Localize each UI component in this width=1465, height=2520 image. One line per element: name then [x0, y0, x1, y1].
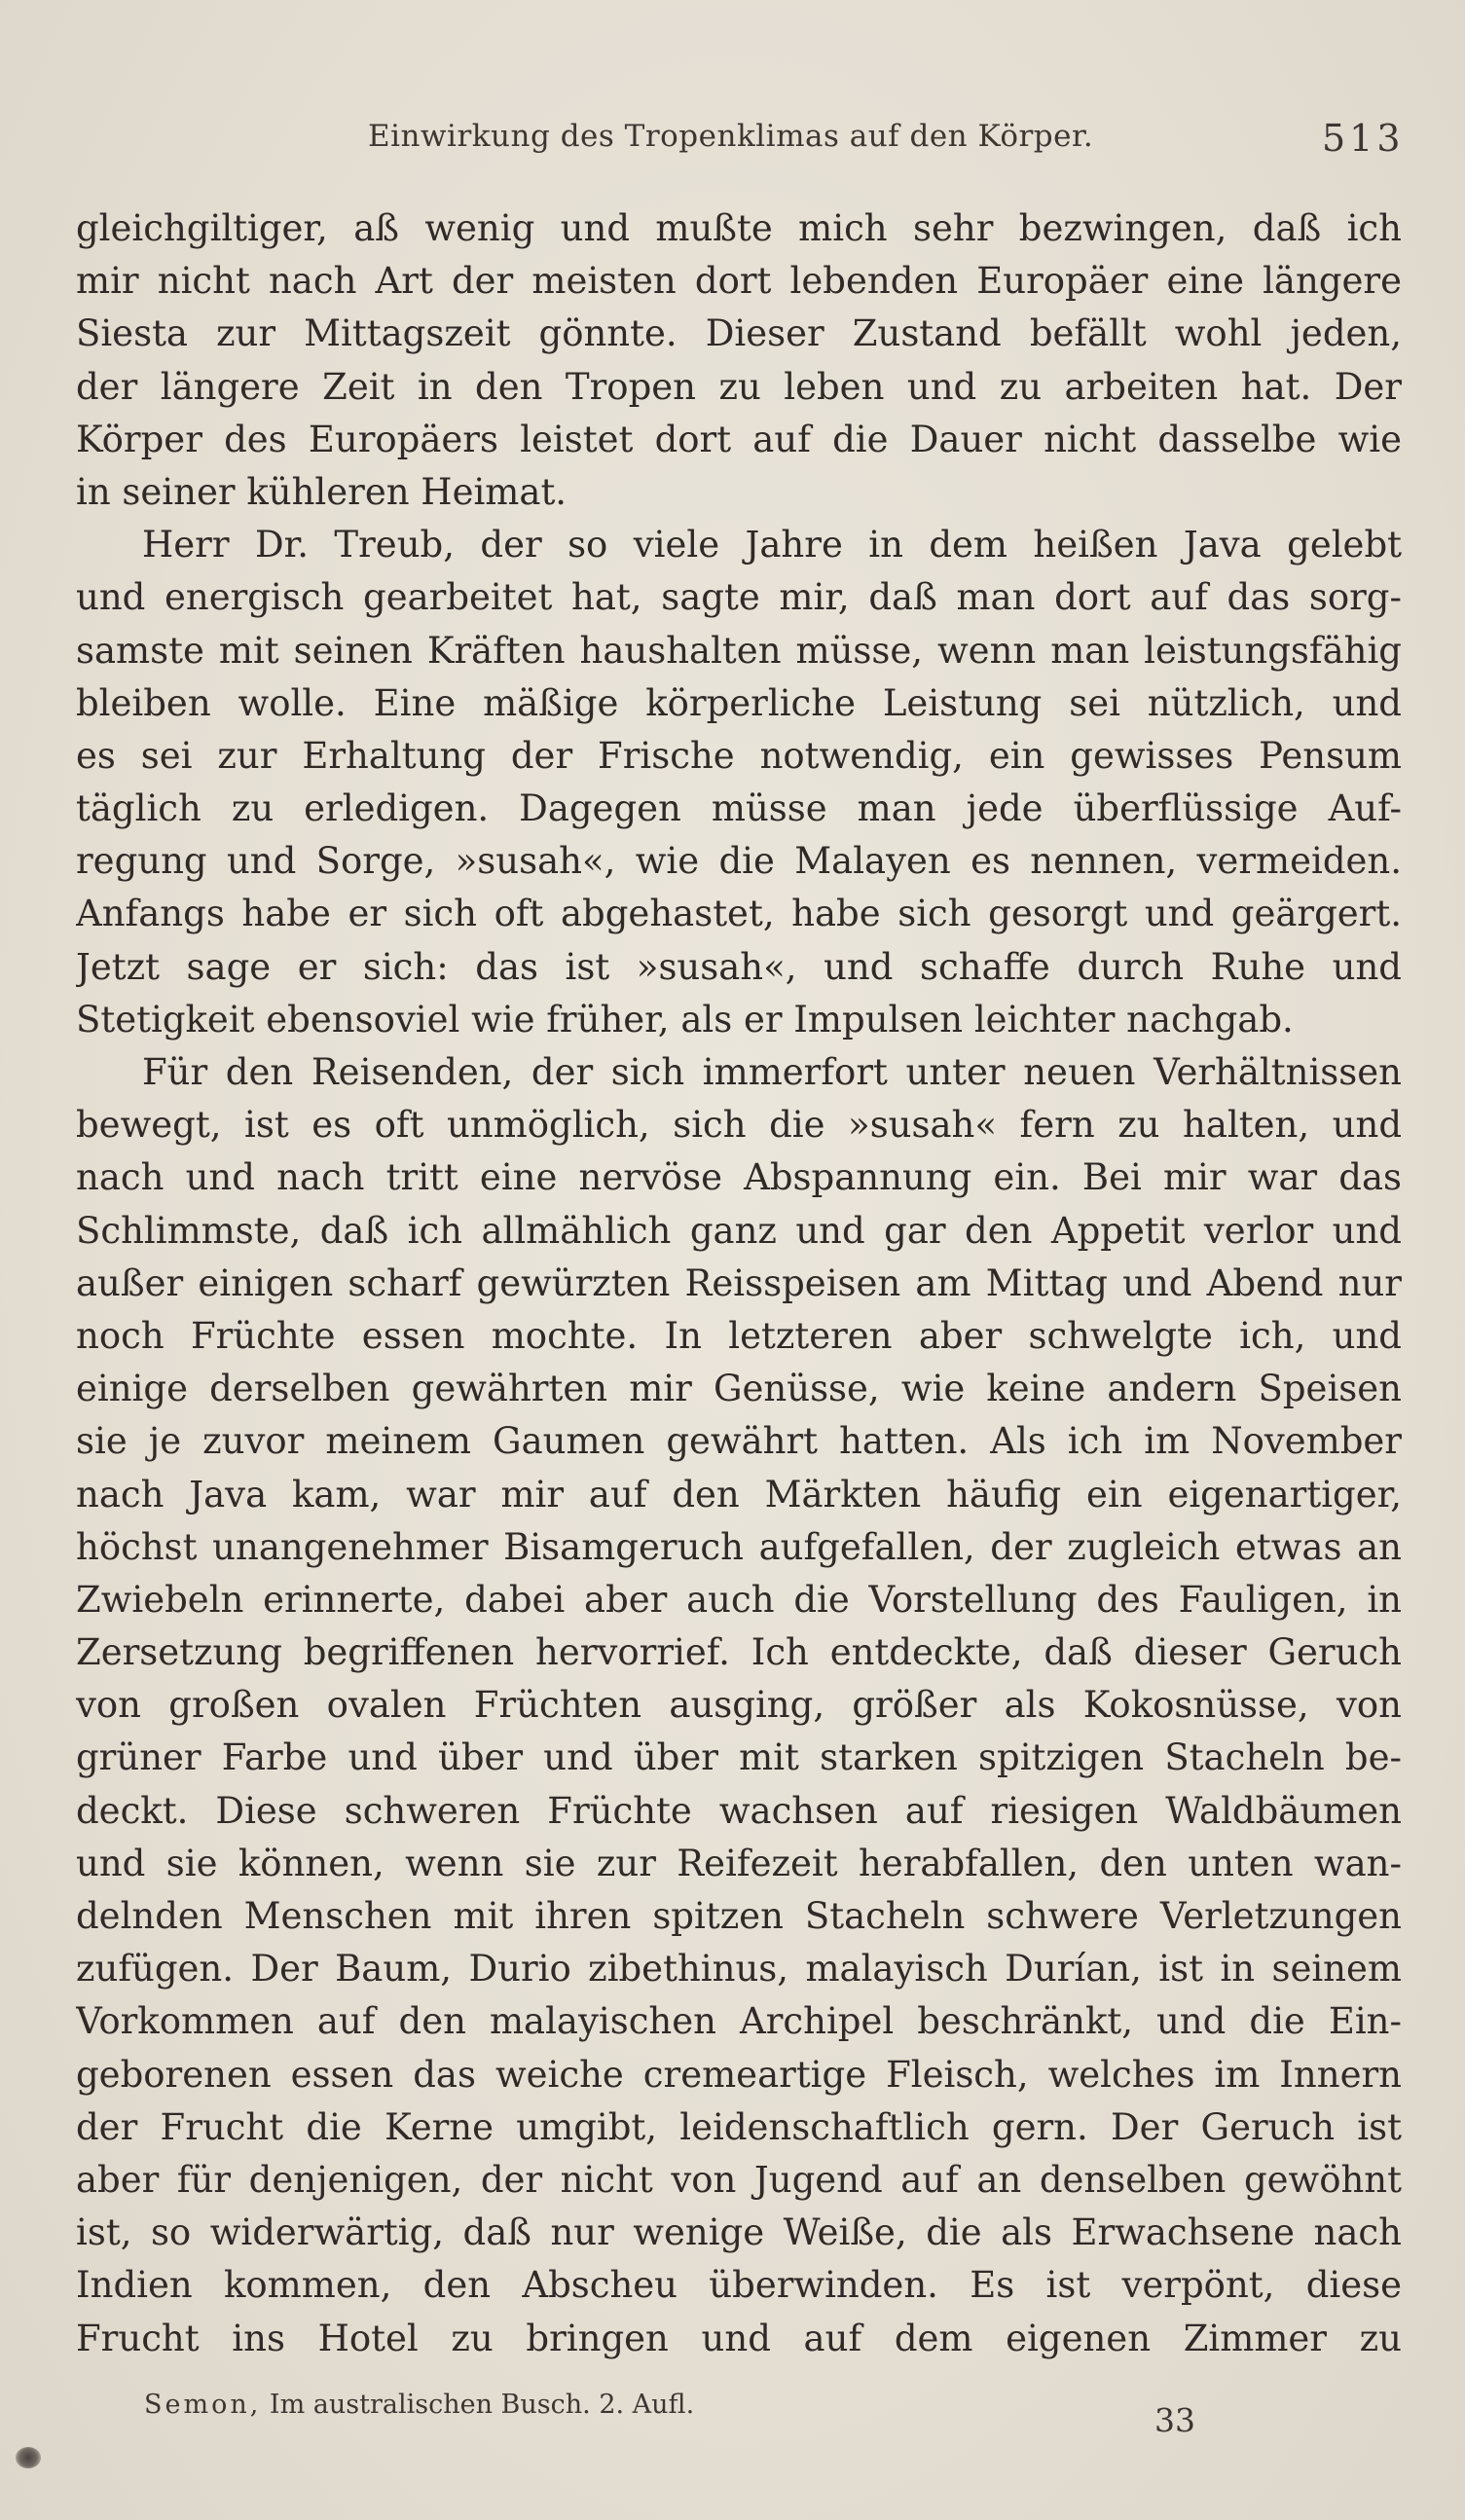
text-line: Herr Dr. Treub, der so viele Jahre in dem heißen Java gelebt	[142, 524, 1402, 566]
text-line: Indien kommen, den Abscheu überwinden. Es ist verpönt, diese	[76, 2264, 1402, 2307]
text-line: der längere Zeit in den Tropen zu leben und zu arbeiten hat. Der	[76, 365, 1402, 408]
text-line: sie je zuvor meinem Gaumen gewährt hatten. Als ich im November	[76, 1420, 1402, 1463]
text-line: grüner Farbe und über und über mit starken spitzigen Stacheln be-	[76, 1736, 1402, 1779]
text-line: Zersetzung begriffenen hervorrief. Ich entdeckte, daß dieser Geruch	[76, 1631, 1402, 1674]
text-line: noch Früchte essen mochte. In letzteren aber schwelgte ich, und	[76, 1314, 1402, 1357]
footer-signature-line	[144, 2390, 694, 2420]
text-line: aber für denjenigen, der nicht von Jugend auf an denselben gewöhnt	[76, 2158, 1402, 2201]
text-line: Stetigkeit ebensoviel wie früher, als er Impulsen leichter nachgab.	[76, 998, 1294, 1041]
text-line: nach Java kam, war mir auf den Märkten häufig ein eigenartiger,	[76, 1473, 1402, 1516]
text-line: in seiner kühleren Heimat.	[76, 470, 568, 513]
text-line: nach und nach tritt eine nervöse Abspannung ein. Bei mir war das	[76, 1156, 1402, 1199]
page-number: 513	[1322, 117, 1405, 160]
text-line: ist, so widerwärtig, daß nur wenige Weiße, die als Erwachsene nach	[76, 2211, 1402, 2254]
text-line: regung und Sorge, »susah«, wie die Malayen es nennen, vermeiden.	[76, 840, 1402, 883]
text-line: geborenen essen das weiche cremeartige Fleisch, welches im Innern	[76, 2053, 1402, 2096]
text-line: samste mit seinen Kräften haushalten müsse, wenn man leistungsfähig	[76, 629, 1402, 672]
text-line: der Frucht die Kerne umgibt, leidenschaftlich gern. Der Geruch ist	[76, 2105, 1402, 2148]
text-line: und sie können, wenn sie zur Reifezeit herabfallen, den unten wan-	[76, 1842, 1402, 1884]
text-line: Körper des Europäers leistet dort auf die Dauer nicht dasselbe wie	[76, 418, 1402, 460]
signature-number: 33	[1154, 2401, 1195, 2439]
text-line: mir nicht nach Art der meisten dort lebenden Europäer eine längere	[76, 260, 1402, 303]
text-line: und energisch gearbeitet hat, sagte mir, daß man dort auf das sorg-	[76, 576, 1402, 619]
text-line: deckt. Diese schweren Früchte wachsen auf riesigen Waldbäumen	[76, 1789, 1402, 1832]
text-line: Vorkommen auf den malayischen Archipel beschränkt, und die Ein-	[76, 2000, 1402, 2043]
text-line: Für den Reisenden, der sich immerfort unter neuen Verhältnissen	[142, 1051, 1402, 1093]
text-line: höchst unangenehmer Bisamgeruch aufgefallen, der zugleich etwas an	[76, 1525, 1402, 1568]
text-line: Frucht ins Hotel zu bringen und auf dem eigenen Zimmer zu	[76, 2317, 1402, 2359]
text-line: außer einigen scharf gewürzten Reisspeisen am Mittag und Abend nur	[76, 1261, 1402, 1304]
ink-speck	[16, 2447, 41, 2468]
text-line: von großen ovalen Früchten ausging, größer als Kokosnüsse, von	[76, 1684, 1402, 1727]
text-line: Zwiebeln erinnerte, dabei aber auch die Vorstellung des Fauligen, in	[76, 1578, 1402, 1621]
text-line: täglich zu erledigen. Dagegen müsse man jede überflüssige Auf-	[76, 787, 1402, 830]
text-line: bleiben wolle. Eine mäßige körperliche Leistung sei nützlich, und	[76, 681, 1402, 724]
footer-author: Semon,	[144, 2390, 262, 2420]
text-line: es sei zur Erhaltung der Frische notwendig, ein gewisses Pensum	[76, 734, 1402, 777]
text-line: einige derselben gewährten mir Genüsse, wie keine andern Speisen	[76, 1368, 1402, 1410]
footer-edition: 2. Aufl.	[599, 2390, 695, 2420]
text-line: bewegt, ist es oft unmöglich, sich die »susah« fern zu halten, und	[76, 1104, 1402, 1147]
body-text	[76, 202, 1402, 2365]
text-line: delnden Menschen mit ihren spitzen Stacheln schwere Verletzungen	[76, 1895, 1402, 1937]
running-title: Einwirkung des Tropenklimas auf den Körper.	[368, 119, 1094, 154]
text-line: Siesta zur Mittagszeit gönnte. Dieser Zustand befällt wohl jeden,	[76, 312, 1402, 355]
text-line: Schlimmste, daß ich allmählich ganz und gar den Appetit verlor und	[76, 1209, 1402, 1252]
footer-book-title: Im australischen Busch.	[269, 2390, 591, 2420]
text-line: zufügen. Der Baum, Durio zibethinus, malayisch Durían, ist in seinem	[76, 1948, 1402, 1990]
text-line: gleichgiltiger, aß wenig und mußte mich sehr bezwingen, daß ich	[76, 207, 1402, 249]
text-line: Jetzt sage er sich: das ist »susah«, und schaffe durch Ruhe und	[76, 945, 1402, 988]
text-line: Anfangs habe er sich oft abgehastet, habe sich gesorgt und geärgert.	[76, 893, 1402, 935]
